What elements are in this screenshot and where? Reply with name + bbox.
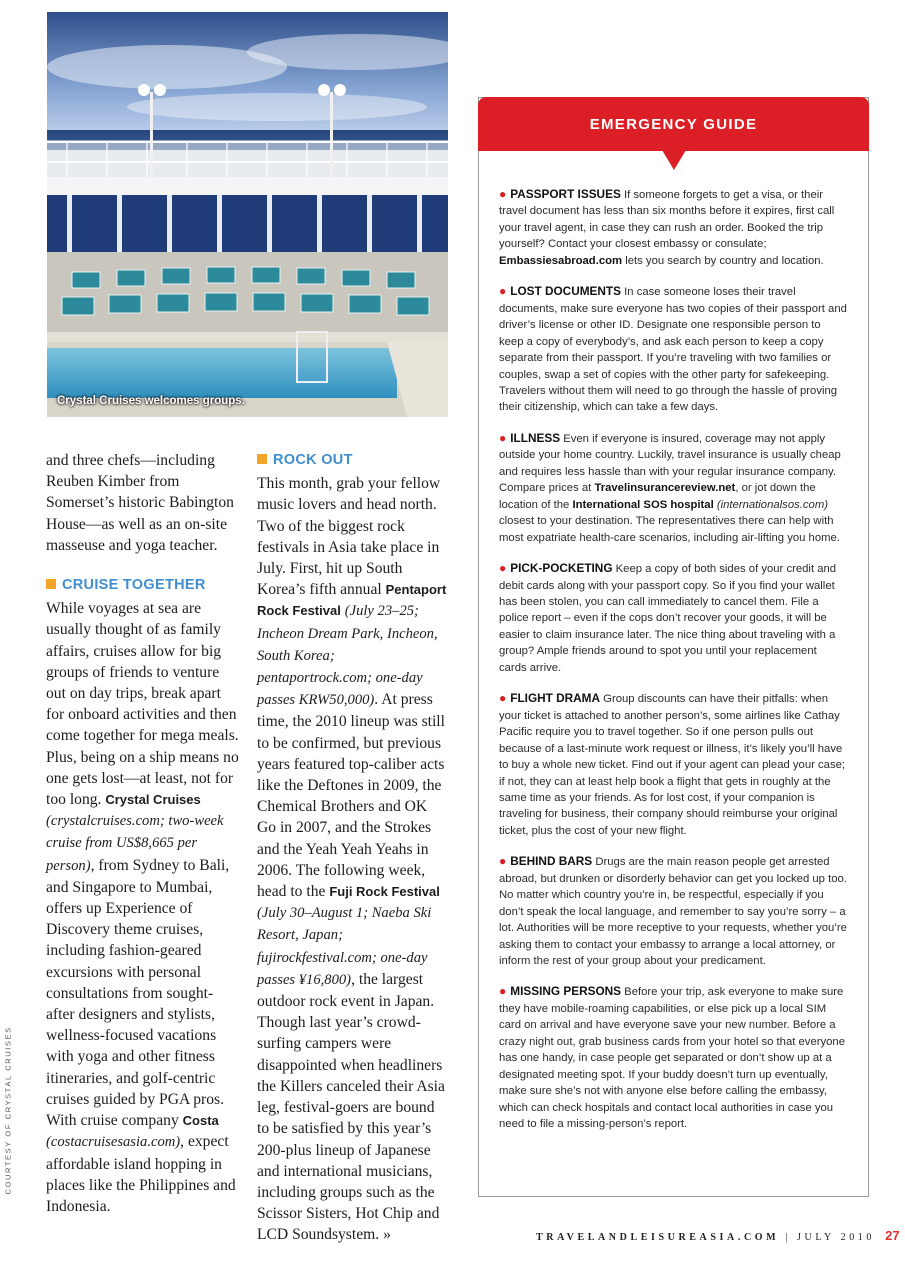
bullet-icon: ● (499, 187, 507, 201)
footer-date: JULY 2010 (797, 1232, 876, 1243)
article-column-1 (46, 450, 241, 1217)
section-heading: CRUISE TOGETHER (46, 575, 241, 596)
guide-item-flight: ● FLIGHT DRAMA Group discounts can have their pitfalls: when your ticket is attached to another person’s, some airlines like Cathay Pacific require you to travel together. So if one person pulls out because of a last-minute work request or illness, it’s likely you’ll have to buy a whole new ticket. Find out if your agent can plead your case; if not, they can at least help book a flight that gets in roughly at the same time as your friends. As for lost cost, if your companion is traveling for business, their company should reimburse your original ticket, plus the cost of your new flight. (499, 691, 846, 837)
article-column-2 (257, 450, 449, 1246)
cruise-ship-photo (47, 12, 448, 417)
continue-arrow-icon: » (383, 1226, 391, 1244)
guide-item-illness: ● ILLNESS Even if everyone is insured, coverage may not apply outside your home country. Luckily, travel insurance is usually cheap and requires less hassle than with your regular insurance company. Compare prices at Travelinsurancereview.net, or jot down the location of the International SOS hospital (internationalsos.com) closest to your destination. The representatives there can help with most expatriate health-care scenarios, including air-lifting you home. (499, 430, 841, 544)
orange-square-icon (257, 454, 267, 464)
orange-square-icon (46, 579, 56, 589)
guide-item-pickpocketing: ● PICK-POCKETING Keep a copy of both sides of your credit and debit cards along with your passport copy. So if you find your wallet has been stolen, you can call immediately to cancel them. File a police report – even if the cops don’t recover your goods, it will be easier to claim insurance later. The nice thing about traveling with a group? Ample friends around to spot you until your replacement cards arrive. (499, 561, 837, 674)
pool-deck-illustration (47, 12, 448, 417)
bullet-icon: ● (499, 284, 507, 299)
footer-separator: | (785, 1232, 791, 1243)
bullet-icon: ● (499, 561, 507, 576)
guide-item-missing: ● MISSING PERSONS Before your trip, ask everyone to make sure they have mobile-roaming capabilities, or else pick up a local SIM card on arrival and have everyone save your new number. Before a crazy night out, grab business cards from your hotel so that everyone has one handy, in case people get separated or don’t show up at a designated meeting spot. If your buddy doesn’t turn up eventually, make sure she’s not with anyone else before calling the embassy, which can check hospitals and contact local authorities in case you need to file a missing-person’s report. (499, 984, 845, 1131)
paragraph: This month, grab your fellow music lovers and head north. Two of the biggest rock festivals in Asia take place in July. First, hit up South Korea’s fifth annual Pentaport Rock Festival (July 23–25; Incheon Dream Park, Incheon, South Korea; pentaportrock.com; one-day passes KRW50,000). At press time, the 2010 lineup was still to be confirmed, but previous years featured top-caliber acts like the Deftones in 2009, the Chemical Brothers and OK Go in 2007, and the Strokes and the Yeah Yeah Yeahs in 2006. The following week, head to the Fuji Rock Festival (July 30–August 1; Naeba Ski Resort, Japan; fujirockfestival.com; one-day passes ¥16,800), the largest outdoor rock event in Japan. Though last year’s crowd-surfing campers were disappointed when headliners the Killers canceled their Asia leg, festival-goers are bound to be satisfied by this year’s 200-plus lineup of Japanese and international musicians, including groups such as the Scissor Sisters, Hot Chip and LCD Soundsystem. » (257, 475, 447, 1244)
footer-site: TRAVELANDLEISUREASIA.COM (536, 1232, 780, 1243)
bullet-icon: ● (499, 984, 507, 999)
guide-item-passport: ● PASSPORT ISSUES If someone forgets to get a visa, or their travel document has less than six months before it expires, first call your travel agent, in case they can rush an order. Booked the trip yourself? Contact your closest embassy or consulate; Embassiesabroad.com lets you search by country and location. (499, 187, 835, 267)
bullet-icon: ● (499, 430, 507, 445)
bullet-icon: ● (499, 691, 507, 706)
photo-caption: Crystal Cruises welcomes groups. (57, 395, 245, 407)
guide-item-documents: ● LOST DOCUMENTS In case someone loses their travel documents, make sure everyone has two copies of their passport and driver’s license or other ID. Designate one responsible person to keep a copy of everybody’s, and ask each person to keep a copy separate from their passport. If you’re traveling with two families or couples, swap a set of copies with the other party for safekeeping. Travelers without them will need to go through the hassle of proving their citizenship, which can take a few days. (499, 284, 847, 414)
section-heading: ROCK OUT (257, 450, 449, 471)
bullet-icon: ● (499, 854, 507, 869)
emergency-guide-banner: EMERGENCY GUIDE (478, 97, 869, 151)
banner-pointer (662, 150, 686, 170)
page-number: 27 (885, 1228, 900, 1243)
paragraph: While voyages at sea are usually thought of as family affairs, cruises allow for big groups of friends to venture out on day trips, break apart for onboard activities and then come together for mega meals. Plus, being on a ship means no one gets lost—at least, not for too long. Crystal Cruises (crystalcruises.com; two-week cruise from US$8,665 per person), from Sydney to Bali, and Singapore to Mumbai, offers up Experience of Discovery theme cruises, including fashion-geared excursions with personal consultations from sought-after designers and stylists, wellness-focused vacations with yoga and other fitness itineraries, and golf-centric cruises guided by PGA pros. With cruise company Costa (costacruisesasia.com), expect affordable island hopping in places like the Philippines and Indonesia. (46, 600, 239, 1215)
guide-item-bars: ● BEHIND BARS Drugs are the main reason people get arrested abroad, but drunken or disorderly behavior can get you locked up too. No matter which country you’re in, be respectful, especially if you don’t speak the local language, and remember to say you’re sorry – a lot. Authorities will be more receptive to your requests, whether you’re asking them to contact your embassy to arrange a local attorney, or inform the rest of your group about your predicament. (499, 854, 847, 968)
emergency-guide-content (499, 186, 847, 1147)
photo-credit: COURTESY OF CRYSTAL CRUISES (3, 1026, 13, 1195)
paragraph: and three chefs—including Reuben Kimber from Somerset’s historic Babington House—as well as an on-site masseuse and yoga teacher. (46, 452, 234, 554)
page-footer (536, 1228, 900, 1243)
